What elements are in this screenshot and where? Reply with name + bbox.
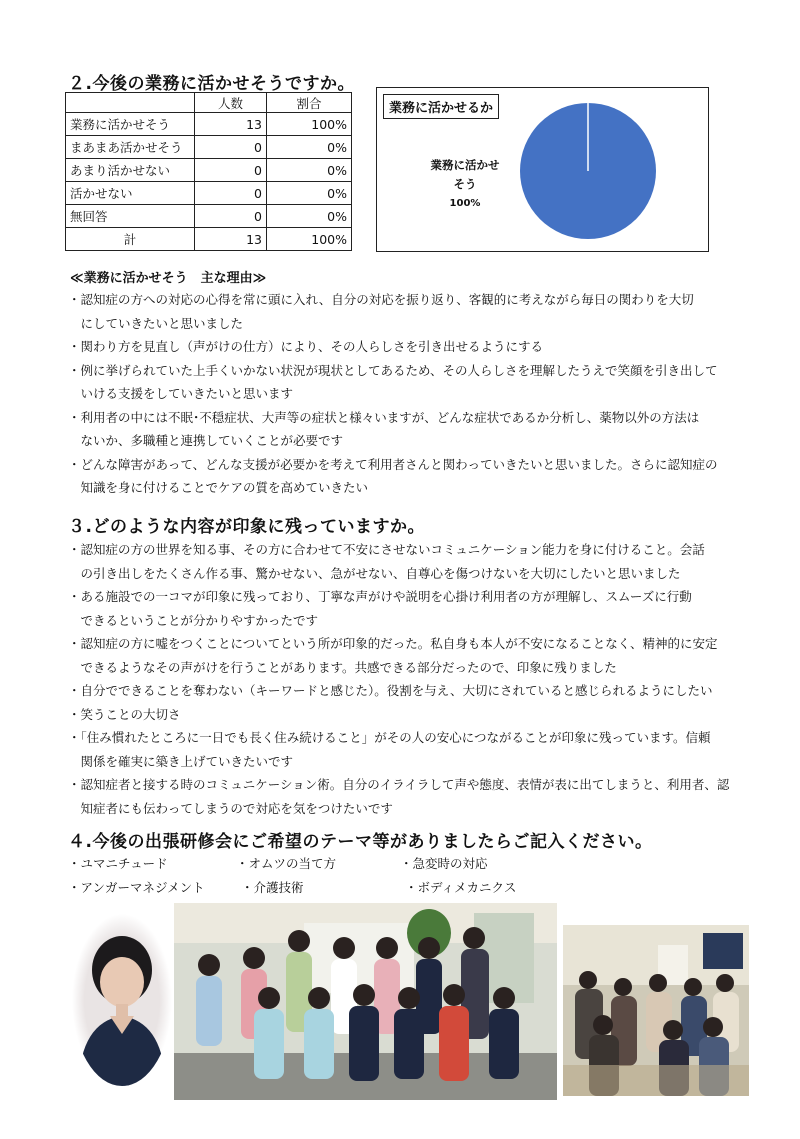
reason-line: ・利用者の中には不眠･不穏症状、大声等の症状と様々いますが、どんな症状であるか分析し、薬物以外の方法は xyxy=(68,409,700,425)
impression-line: できるようなその声がけを行うことがあります。共感できる部分だったので、印象に残りました xyxy=(68,659,617,675)
impression-line: ・自分でできることを奪わない（キーワードと感じた）。役割を与え、大切にされていると感じられるようにしたい xyxy=(68,683,713,698)
table-row xyxy=(66,136,352,159)
impression-line: ・ある施設での一コマが印象に残っており、丁寧な声がけや説明を心掛け利用者の方が理解し、スムーズに行動 xyxy=(68,589,692,604)
impression-line: ・認知症者と接する時のコミュニケーション術。自分のイライラして声や態度、表情が表に出てしまうと、利用者、認 xyxy=(68,777,730,792)
reason-line: にしていきたいと思いました xyxy=(68,315,244,331)
reason-line: いける支援をしていきたいと思います xyxy=(68,386,294,401)
section3-title: ３.どのような内容が印象に残っていますか。 xyxy=(68,517,425,537)
table-header-count: 人数 xyxy=(195,93,267,113)
row-pct: 0% xyxy=(267,136,352,159)
reason-line: ・例に挙げられていた上手くいかない状況が現状としてあるため、その人らしさを理解したうえで笑顔を引き出して xyxy=(68,362,718,378)
pie-chart-box xyxy=(376,87,709,252)
section4-title: ４.今後の出張研修会にご希望のテーマ等がありましたらご記入ください。 xyxy=(68,832,653,852)
theme-item: ・ボディメカニクス xyxy=(405,880,517,895)
impressions-list xyxy=(68,538,729,820)
seminar-photo xyxy=(563,925,749,1096)
row-count: 0 xyxy=(195,136,267,159)
pie-data-label-line1: 業務に活かせ xyxy=(430,158,500,172)
impression-line: ・「住み慣れたところに一日でも長く住み続けること」がその人の安心につながることが印象に残っています。信頼 xyxy=(68,730,711,745)
section2-title: ２.今後の業務に活かせそうですか。 xyxy=(68,74,355,94)
row-label: まあまあ活かせそう xyxy=(66,136,195,159)
group-photo xyxy=(174,903,557,1100)
table-header-pct: 割合 xyxy=(267,93,352,113)
reasons-title: ≪業務に活かせそう 主な理由≫ xyxy=(70,271,267,286)
table-row xyxy=(66,159,352,182)
reason-line: 知識を身に付けることでケアの質を高めていきたい xyxy=(68,480,369,495)
pie-chart xyxy=(513,96,663,246)
theme-item: ・アンガーマネジメント xyxy=(68,880,205,895)
row-pct: 0% xyxy=(267,159,352,182)
row-label: 業務に活かせそう xyxy=(66,113,195,136)
reason-line: ・認知症の方への対応の心得を常に頭に入れ、自分の対応を振り返り、客観的に考えながら毎日の関わりを大切 xyxy=(68,292,694,307)
table-row xyxy=(66,182,352,205)
row-count: 0 xyxy=(195,205,267,228)
theme-item: ・ユマニチュード xyxy=(68,856,168,871)
row-count: 0 xyxy=(195,182,267,205)
pie-data-label-pct: 100% xyxy=(449,198,481,209)
table-row xyxy=(66,113,352,136)
row-label: 無回答 xyxy=(66,205,195,228)
reason-line: ・関わり方を見直し（声がけの仕方）により、その人らしさを引き出せるようにする xyxy=(68,339,544,354)
pie-data-label-line2: そう xyxy=(453,177,477,191)
impression-line: ・認知症の方に嘘をつくことについてという所が印象的だった。私自身も本人が不安になることなく、精神的に安定 xyxy=(68,636,718,651)
impression-line: ・笑うことの大切さ xyxy=(68,706,181,722)
impression-line: ・認知症の方の世界を知る事、その方に合わせて不安にさせないコミュニケーション能力を身に付けること。会話 xyxy=(68,542,705,557)
reason-line: ないか、多職種と連携していくことが必要です xyxy=(68,433,344,448)
table-total-row xyxy=(66,228,352,251)
theme-item: ・オムツの当て方 xyxy=(236,856,337,871)
impression-line: 知症者にも伝わってしまうので対応を気をつけたいです xyxy=(68,800,393,816)
table-header-row xyxy=(66,93,352,113)
theme-item: ・介護技術 xyxy=(241,880,304,895)
total-label: 計 xyxy=(66,228,195,251)
impression-line: 関係を確実に築き上げていきたいです xyxy=(68,753,294,769)
table-row xyxy=(66,205,352,228)
row-label: 活かせない xyxy=(66,182,195,205)
chart-title: 業務に活かせるか xyxy=(383,94,499,119)
pie-data-label xyxy=(405,156,525,213)
theme-item: ・急変時の対応 xyxy=(400,856,488,871)
row-count: 13 xyxy=(195,113,267,136)
row-pct: 0% xyxy=(267,182,352,205)
row-pct: 100% xyxy=(267,113,352,136)
row-label: あまり活かせない xyxy=(66,159,195,182)
reasons-list xyxy=(68,288,718,500)
results-table xyxy=(65,92,352,251)
row-count: 0 xyxy=(195,159,267,182)
row-pct: 0% xyxy=(267,205,352,228)
reason-line: ・どんな障害があって、どんな支援が必要かを考えて利用者さんと関わっていきたいと思いました。さらに認知症の xyxy=(68,456,718,472)
impression-line: できるということが分かりやすかったです xyxy=(68,612,319,628)
table-header-cell xyxy=(66,93,195,113)
lecturer-portrait-photo xyxy=(70,912,174,1088)
total-pct: 100% xyxy=(267,228,352,251)
total-count: 13 xyxy=(195,228,267,251)
impression-line: の引き出しをたくさん作る事、驚かせない、急がせない、自尊心を傷つけないを大切にしたいと思いました xyxy=(68,565,681,581)
